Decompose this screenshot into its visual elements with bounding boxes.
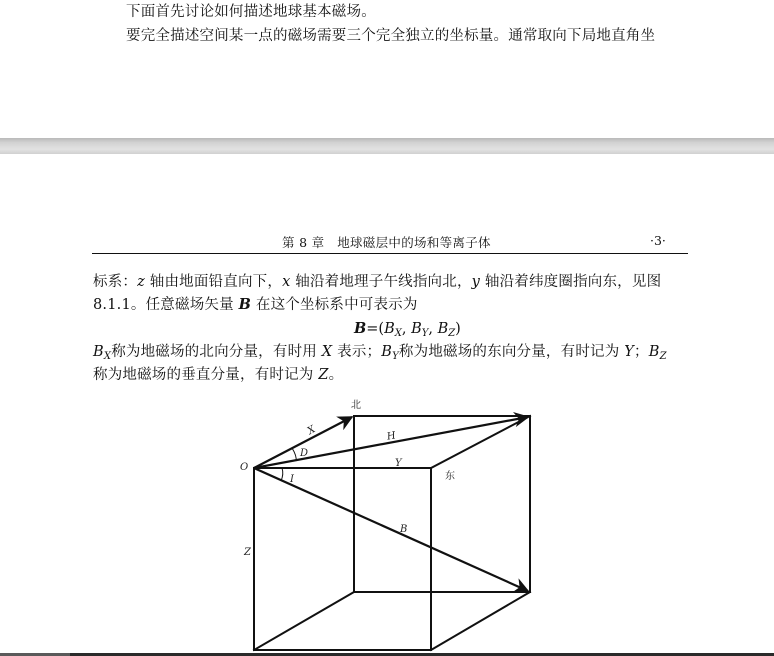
formula-B: [354, 320, 461, 337]
text: 标系：: [93, 274, 138, 290]
label-east: 东: [445, 471, 455, 482]
text: ；: [634, 344, 649, 360]
formula-term: B: [411, 321, 422, 337]
var-z: z: [137, 274, 145, 290]
var-B: B: [93, 344, 104, 360]
paragraph-line: [93, 273, 661, 291]
formula-sub: Z: [448, 328, 456, 339]
var-B: B: [238, 296, 252, 313]
text: 称为地磁场的垂直分量，有时记为: [93, 367, 319, 383]
formula-eq: =(: [366, 321, 385, 337]
page-separator: [0, 138, 774, 154]
label-D: D: [300, 448, 309, 459]
label-origin: O: [240, 462, 249, 473]
var-X: X: [321, 344, 333, 360]
formula-sub: Y: [421, 328, 429, 339]
text: 8.1.1。任意磁场矢量: [93, 297, 239, 313]
formula-lhs: B: [354, 320, 367, 337]
var-Y: Y: [624, 344, 635, 360]
previous-page-fragment: [0, 0, 774, 138]
var-Z: Z: [318, 367, 329, 383]
text: 在这个坐标系中可表示为: [251, 297, 418, 313]
label-I: I: [290, 474, 294, 485]
running-header-title: 第 8 章 地球磁层中的场和等离子体: [282, 235, 491, 250]
header-rule: [92, 253, 688, 254]
var-B: B: [648, 344, 660, 360]
text: 轴沿着地理子午线指向北，: [290, 274, 472, 290]
text: 称为地磁场的东向分量，有时记为: [398, 344, 625, 360]
label-Y: Y: [395, 458, 402, 469]
formula-term: B: [384, 321, 395, 337]
formula-close: ): [455, 321, 461, 337]
formula-term: B: [437, 321, 449, 337]
text: 称为地磁场的北向分量，有时用: [111, 344, 322, 360]
label-H: H: [386, 430, 397, 443]
label-B: B: [400, 524, 408, 535]
label-north: 北: [351, 400, 361, 411]
paragraph-line: [93, 366, 343, 384]
sub: Z: [659, 351, 667, 362]
sub: Y: [392, 351, 399, 362]
paragraph-line: [93, 343, 667, 361]
label-Z: Z: [244, 547, 251, 558]
text-line: 要完全描述空间某一点的磁场需要三个完全独立的坐标量。通常取向下局地直角坐: [126, 28, 656, 44]
page-number: ·3·: [650, 233, 666, 248]
text: 轴沿着纬度圈指向东，见图: [480, 274, 662, 290]
text: 表示；: [332, 344, 382, 360]
formula-sub: X: [394, 328, 402, 339]
text-line: 下面首先讨论如何描述地球基本磁场。: [126, 4, 376, 20]
current-page: [0, 154, 774, 653]
var-y: y: [471, 274, 481, 290]
var-x: x: [282, 274, 291, 290]
text: 。: [328, 367, 344, 383]
paragraph-line: [93, 296, 418, 314]
formula-sep: ,: [428, 321, 438, 337]
sub: X: [103, 351, 112, 362]
var-B: B: [381, 344, 393, 360]
formula-sep: ,: [401, 321, 412, 337]
text: 轴由地面铅直向下，: [144, 274, 283, 290]
label-X: X: [305, 423, 318, 438]
